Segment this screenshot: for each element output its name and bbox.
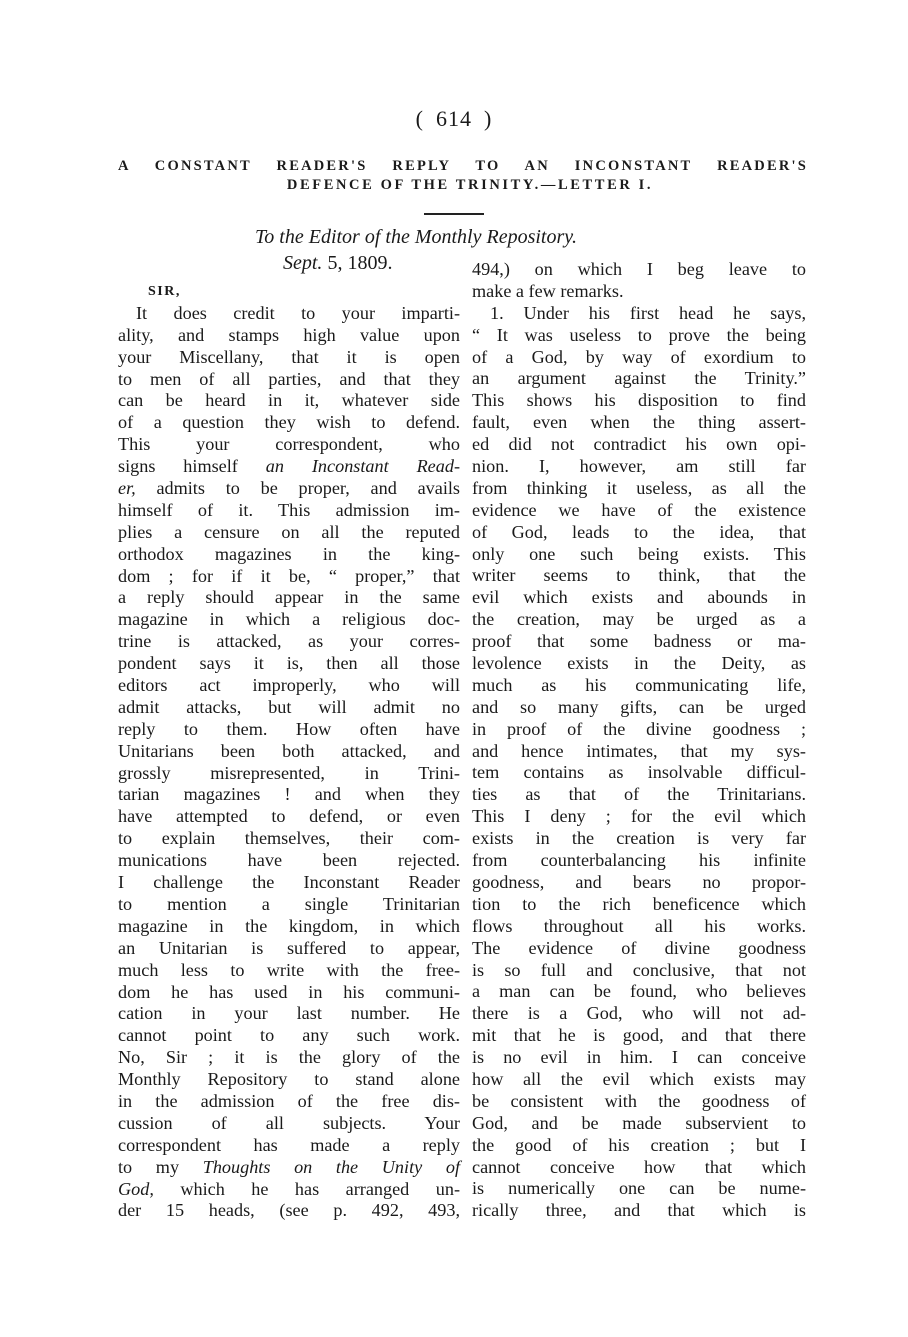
text-line: God, which he has arranged un-	[118, 1178, 460, 1199]
text-line: writer seems to think, that the	[472, 565, 806, 586]
text-line: signs himself an Inconstant Read-	[118, 456, 460, 477]
text-line: is so full and conclusive, that not	[472, 959, 806, 980]
text-line: goodness, and bears no propor-	[472, 871, 806, 892]
italic-signature: er,	[118, 478, 136, 499]
text-line: reply to them. How often have	[118, 718, 460, 739]
text-line: The evidence of divine goodness	[472, 937, 806, 958]
text-line: make a few remarks.	[472, 280, 624, 301]
text-line: flows throughout all his works.	[472, 915, 806, 936]
text-line: tion to the rich beneficence which	[472, 893, 806, 914]
text-line: an argument against the Trinity.”	[472, 368, 806, 389]
text-line: This shows his disposition to find	[472, 390, 806, 411]
article-title-line-1: A CONSTANT READER'S REPLY TO AN INCONSTANT READER'S	[118, 158, 808, 174]
text-line: I challenge the Inconstant Reader	[118, 872, 460, 893]
text-line: of a question they wish to defend.	[118, 412, 460, 433]
text-line: a man can be found, who believes	[472, 981, 806, 1002]
text-line: Unitarians been both attacked, and	[118, 740, 460, 761]
text-line: to men of all parties, and that they	[118, 368, 460, 389]
text-line: dom ; for if it be, “ proper,” that	[118, 565, 460, 586]
page-number-header: ( 614 )	[415, 106, 493, 131]
text-line: is numerically one can be nume-	[472, 1178, 806, 1199]
text-line: evil which exists and abounds in	[472, 587, 806, 608]
text-line: of God, leads to the idea, that	[472, 521, 806, 542]
text-line: This I deny ; for the evil which	[472, 806, 806, 827]
text-line: This your correspondent, who	[118, 434, 460, 455]
text-line: munications have been rejected.	[118, 850, 460, 871]
italic-signature: an Inconstant Read-	[265, 456, 460, 477]
text-line: 494,) on which I beg leave to	[472, 259, 806, 279]
text-line: ed did not contradict his own opi-	[472, 434, 806, 455]
right-column	[472, 259, 806, 1222]
text-line: have attempted to defend, or even	[118, 806, 460, 827]
text-line: your Miscellany, that it is open	[118, 346, 460, 367]
text-line: der 15 heads, (see p. 492, 493,	[118, 1200, 460, 1221]
text-line: It does credit to your imparti-	[136, 302, 460, 323]
text-line: ality, and stamps high value upon	[118, 324, 460, 345]
text-line: correspondent has made a reply	[118, 1134, 460, 1155]
text-line: er, admits to be proper, and avails	[118, 478, 460, 499]
text-line: Monthly Repository to stand alone	[118, 1069, 460, 1090]
text-line: editors act improperly, who will	[118, 675, 460, 696]
text-line: plies a censure on all the reputed	[118, 521, 460, 542]
text-line: proof that some badness or ma-	[472, 631, 806, 652]
text-line: from thinking it useless, as all the	[472, 477, 806, 498]
text-line: magazine in which a religious doc-	[118, 609, 460, 630]
text-line: admit attacks, but will admit no	[118, 696, 460, 717]
text-line: rically three, and that which is	[472, 1200, 806, 1221]
text-line: how all the evil which exists may	[472, 1068, 806, 1089]
text-line: nion. I, however, am still far	[472, 456, 806, 477]
text-line: levolence exists in the Deity, as	[472, 653, 806, 674]
text-line: 1. Under his first head he says,	[490, 302, 806, 323]
text-line: grossly misrepresented, in Trini-	[118, 762, 460, 783]
text-line: cation in your last number. He	[118, 1003, 460, 1024]
date-day-year: 5, 1809.	[327, 252, 393, 274]
text-line: cussion of all subjects. Your	[118, 1112, 460, 1133]
left-column	[118, 281, 460, 1222]
text-line: of a God, by way of exordium to	[472, 346, 806, 367]
text-line: in proof of the divine goodness ;	[472, 718, 806, 739]
text-line: in the admission of the free dis-	[118, 1090, 460, 1111]
text-line: ties as that of the Trinitarians.	[472, 784, 806, 805]
text-line: much as his communicating life,	[472, 674, 806, 695]
text-line: is no evil in him. I can conceive	[472, 1047, 806, 1068]
text-line: evidence we have of the existence	[472, 499, 806, 520]
text-line: a reply should appear in the same	[118, 587, 460, 608]
text-line: No, Sir ; it is the glory of the	[118, 1047, 460, 1068]
text-line: dom he has used in his communi-	[118, 981, 460, 1002]
text-line: tem contains as insolvable difficul-	[472, 762, 806, 783]
text-line: cannot conceive how that which	[472, 1156, 806, 1177]
italic-work-title: God,	[118, 1178, 154, 1199]
article-title-line-2: DEFENCE OF THE TRINITY.—LETTER I.	[286, 177, 654, 193]
page-number: 614	[436, 106, 472, 131]
text-line: and so many gifts, can be urged	[472, 696, 806, 717]
text-line: and hence intimates, that my sys-	[472, 740, 806, 761]
text-line: to my Thoughts on the Unity of	[118, 1156, 460, 1177]
text-line: the creation, may be urged as a	[472, 609, 806, 630]
text-line: to explain themselves, their com-	[118, 828, 460, 849]
text-line: only one such being exists. This	[472, 543, 806, 564]
text-line: pondent says it is, then all those	[118, 653, 460, 674]
text-line: much less to write with the free-	[118, 959, 460, 980]
title-divider-rule	[424, 213, 484, 215]
letter-date	[283, 252, 392, 275]
text-line: to mention a single Trinitarian	[118, 893, 460, 914]
italic-work-title: Thoughts on the Unity of	[202, 1156, 460, 1177]
text-line: there is a God, who will not ad-	[472, 1003, 806, 1024]
greeting: SIR,	[148, 284, 181, 299]
text-line: fault, even when the thing assert-	[472, 412, 806, 433]
text-line: an Unitarian is suffered to appear,	[118, 937, 460, 958]
text-line: trine is attacked, as your corres-	[118, 631, 460, 652]
text-line: can be heard in it, whatever side	[118, 390, 460, 411]
text-line: the good of his creation ; but I	[472, 1134, 806, 1155]
text-line: tarian magazines ! and when they	[118, 784, 460, 805]
text-line: magazine in the kingdom, in which	[118, 915, 460, 936]
text-line: orthodox magazines in the king-	[118, 543, 460, 564]
text-line: cannot point to any such work.	[118, 1025, 460, 1046]
text-line: exists in the creation is very far	[472, 828, 806, 849]
text-line: himself of it. This admission im-	[118, 499, 460, 520]
text-line: God, and be made subservient to	[472, 1112, 806, 1133]
editor-salutation: To the Editor of the Monthly Repository.	[255, 226, 578, 248]
date-month: Sept.	[283, 252, 323, 274]
text-line: mit that he is good, and that there	[472, 1025, 806, 1046]
text-line: from counterbalancing his infinite	[472, 850, 806, 871]
text-line: be consistent with the goodness of	[472, 1090, 806, 1111]
text-line: “ It was useless to prove the being	[472, 324, 806, 345]
